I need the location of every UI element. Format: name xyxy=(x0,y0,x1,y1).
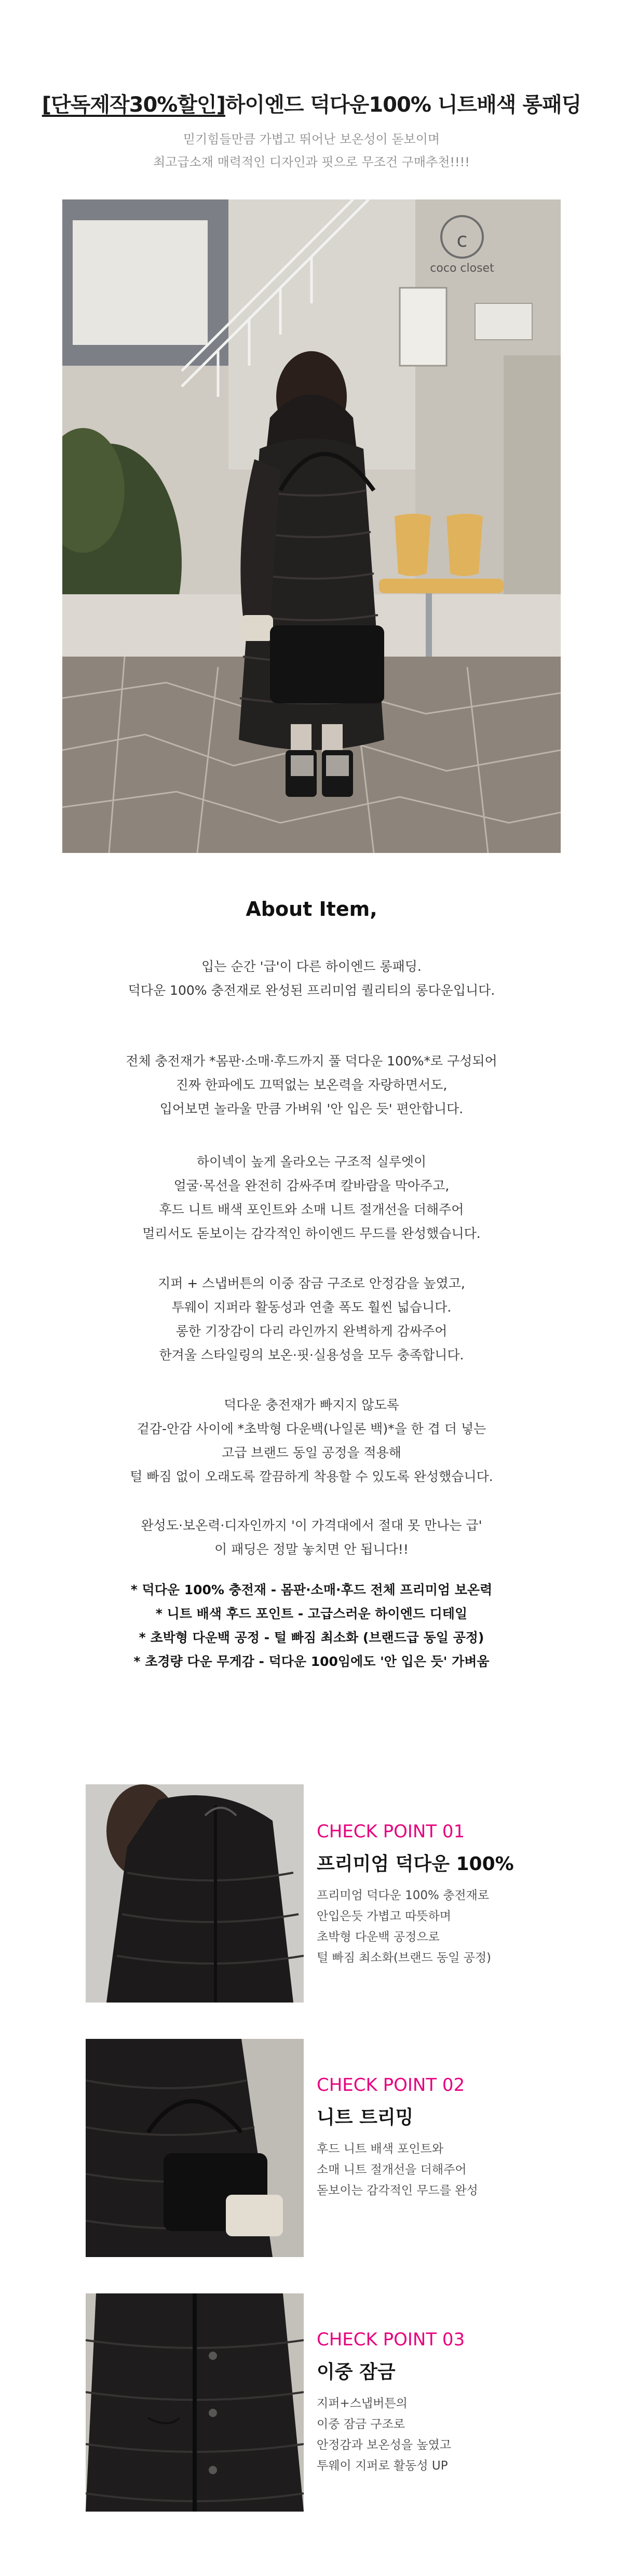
check-point-3-photo xyxy=(86,2293,304,2512)
about-paragraph-4 xyxy=(0,1272,623,1367)
check-point-2-desc xyxy=(317,2139,587,2201)
about-line: 후드 니트 배색 포인트와 소매 니트 절개선을 더해주어 xyxy=(159,1202,464,1217)
check-point-desc-line: 초박형 다운백 공정으로 xyxy=(317,1930,440,1944)
about-line: 이 패딩은 정말 놓치면 안 됩니다!! xyxy=(214,1542,409,1557)
about-heading: About Item, xyxy=(246,898,377,920)
about-paragraph-2 xyxy=(0,1049,623,1121)
check-point-desc-line: 안정감과 보온성을 높였고 xyxy=(317,2438,452,2452)
about-line: 입는 순간 '급'이 다른 하이엔드 롱패딩. xyxy=(201,959,422,974)
check-point-desc-line: 프리미엄 덕다운 100% 충전재로 xyxy=(317,1889,490,1902)
about-line: 투웨이 지퍼라 활동성과 연출 폭도 훨씬 넓습니다. xyxy=(171,1300,452,1315)
about-line: 지퍼 + 스냅버튼의 이중 잠금 구조로 안정감을 높였고, xyxy=(158,1276,465,1291)
about-line: 롱한 기장감이 다리 라인까지 완벽하게 감싸주어 xyxy=(175,1324,448,1339)
check-point-desc-line: 털 빠짐 최소화(브랜드 동일 공정) xyxy=(317,1951,492,1965)
check-point-3-desc xyxy=(317,2393,587,2476)
about-line: 멀리서도 돋보이는 감각적인 하이엔드 무드를 완성했습니다. xyxy=(142,1226,481,1241)
check-point-3-label: CHECK POINT 03 xyxy=(317,2329,465,2350)
feature-bullet: * 니트 배색 후드 포인트 - 고급스러운 하이엔드 디테일 xyxy=(155,1606,468,1621)
check-point-1-label: CHECK POINT 01 xyxy=(317,1821,465,1842)
product-subtitle-2: 최고급소재 매력적인 디자인과 핏으로 무조건 구매추천!!!! xyxy=(153,155,470,169)
about-line: 전체 충전재가 *몸판·소매·후드까지 풀 덕다운 100%*로 구성되어 xyxy=(126,1053,497,1069)
check-point-2-label: CHECK POINT 02 xyxy=(317,2075,465,2095)
check-point-desc-line: 안입은듯 가볍고 따뜻하며 xyxy=(317,1910,452,1923)
store-sign-text: coco closet xyxy=(430,262,494,275)
check-point-2 xyxy=(317,2075,587,2201)
check-point-2-photo xyxy=(86,2039,304,2257)
check-point-3 xyxy=(317,2329,587,2476)
check-point-desc-line: 돋보이는 감각적인 무드를 완성 xyxy=(317,2184,478,2197)
about-line: 겉감-안감 사이에 *초박형 다운백(나일론 백)*을 한 겹 더 넣는 xyxy=(137,1421,486,1436)
about-paragraph-5 xyxy=(0,1393,623,1489)
check-point-1-desc xyxy=(317,1885,587,1968)
check-point-desc-line: 이중 잠금 구조로 xyxy=(317,2418,405,2431)
check-point-desc-line: 투웨이 지퍼로 활동성 UP xyxy=(317,2459,448,2473)
about-line: 완성도·보온력·디자인까지 '이 가격대에서 절대 못 만나는 급' xyxy=(141,1518,482,1533)
about-paragraph-1 xyxy=(0,955,623,1003)
about-line: 덕다운 100% 충전재로 완성된 프리미엄 퀄리티의 롱다운입니다. xyxy=(128,983,495,998)
product-title-name: 하이엔드 덕다운100% 니트배색 롱패딩 xyxy=(225,93,581,117)
about-line: 입어보면 놀라울 만큼 가벼워 '안 입은 듯' 편안합니다. xyxy=(159,1101,464,1116)
about-line: 진짜 한파에도 끄떡없는 보온력을 자랑하면서도, xyxy=(175,1077,448,1092)
feature-bullet: * 덕다운 100% 충전재 - 몸판·소매·후드 전체 프리미엄 보온력 xyxy=(130,1582,493,1597)
check-point-3-title: 이중 잠금 xyxy=(317,2361,396,2383)
about-paragraph-3 xyxy=(0,1150,623,1246)
check-point-desc-line: 후드 니트 배색 포인트와 xyxy=(317,2142,444,2156)
hero-photo xyxy=(62,199,561,853)
about-line: 하이넥이 높게 올라오는 구조적 실루엣이 xyxy=(196,1154,427,1169)
about-paragraph-6 xyxy=(0,1514,623,1561)
feature-bullet: * 초박형 다운백 공정 - 털 빠짐 최소화 (브랜드급 동일 공정) xyxy=(139,1630,484,1645)
about-line: 한겨울 스타일링의 보온·핏·실용성을 모두 충족합니다. xyxy=(159,1347,464,1363)
feature-bullet-list xyxy=(0,1578,623,1674)
product-subtitle-1: 믿기힘들만큼 가볍고 뛰어난 보온성이 돋보이며 xyxy=(183,132,440,146)
check-point-1 xyxy=(317,1821,587,1968)
about-line: 얼굴·목선을 완전히 감싸주며 칼바람을 막아주고, xyxy=(173,1178,450,1193)
check-point-desc-line: 지퍼+스냅버튼의 xyxy=(317,2397,408,2410)
about-line: 고급 브랜드 동일 공정을 적용해 xyxy=(222,1445,401,1460)
check-point-2-title: 니트 트리밍 xyxy=(317,2107,414,2128)
check-point-1-photo xyxy=(86,1784,304,2003)
product-title-promo: [단독제작30%할인] xyxy=(42,93,225,117)
check-point-1-title: 프리미엄 덕다운 100% xyxy=(317,1853,514,1875)
product-title xyxy=(0,88,623,118)
about-line: 덕다운 충전재가 빠지지 않도록 xyxy=(224,1397,399,1412)
about-line: 털 빠짐 없이 오래도록 깔끔하게 착용할 수 있도록 완성했습니다. xyxy=(130,1469,493,1484)
check-point-desc-line: 소매 니트 절개선을 더해주어 xyxy=(317,2163,467,2177)
feature-bullet: * 초경량 다운 무게감 - 덕다운 100임에도 '안 입은 듯' 가벼움 xyxy=(133,1654,490,1669)
store-sign-letter: c xyxy=(456,229,468,251)
